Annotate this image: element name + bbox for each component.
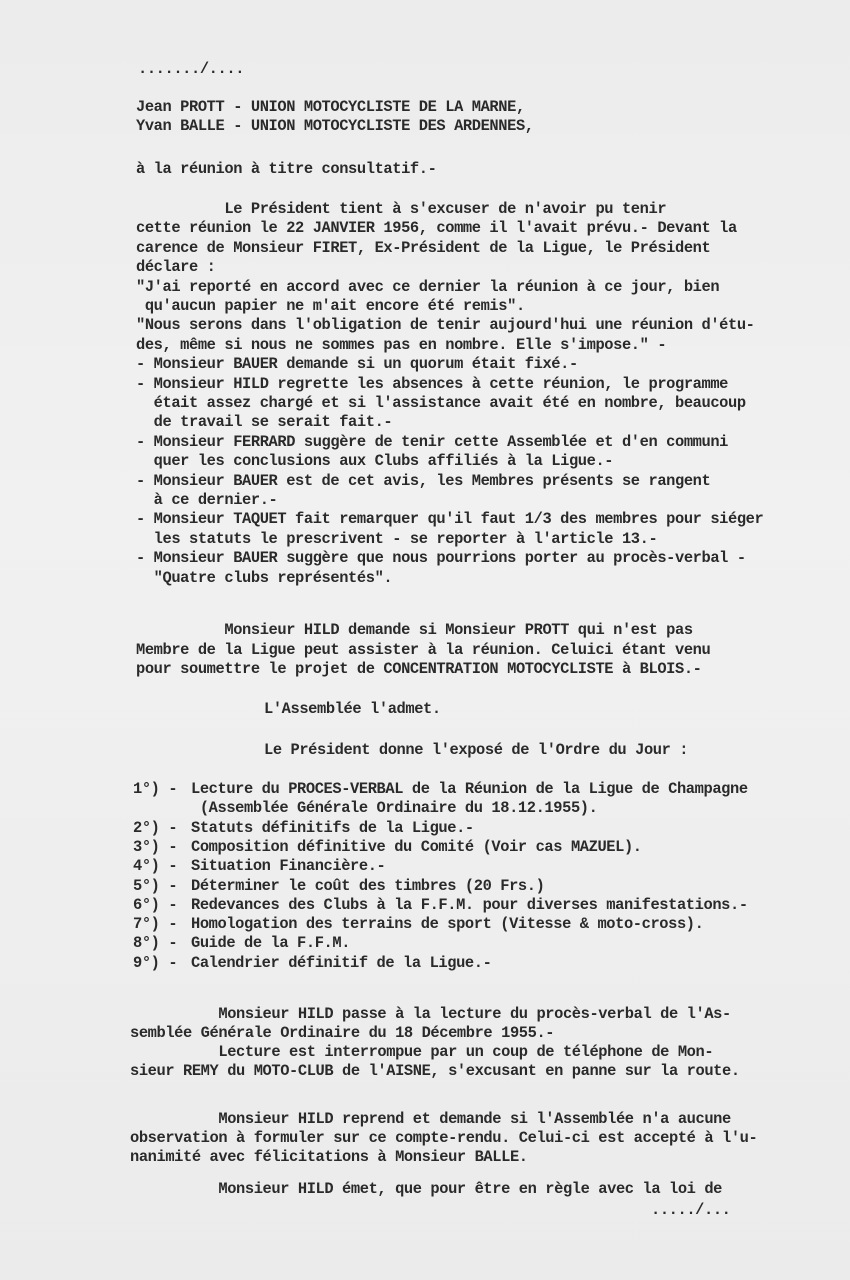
- attendee-line: Yvan BALLE - UNION MOTOCYCLISTE DES ARDENNES,: [136, 117, 534, 135]
- text-line: les statuts le prescrivent - se reporter à l'article 13.-: [136, 529, 658, 548]
- text-line: "J'ai reporté en accord avec ce dernier la réunion à ce jour, bien: [136, 277, 720, 296]
- text-line: des, même si nous ne sommes pas en nombre. Elle s'impose." -: [136, 335, 667, 354]
- text-line: - Monsieur HILD regrette les absences à cette réunion, le programme: [136, 374, 729, 393]
- agenda-number: 9°) -: [133, 953, 178, 972]
- assembly-admits: L'Assemblée l'admet.: [264, 700, 441, 718]
- text-line: Le Président tient à s'excuser de n'avoir pu tenir: [136, 200, 667, 218]
- agenda-number: 8°) -: [133, 934, 178, 953]
- agenda-item: [133, 877, 544, 895]
- agenda-item: [133, 954, 491, 972]
- attendee-line: Jean PROTT - UNION MOTOCYCLISTE DE LA MARNE,: [136, 98, 525, 116]
- agenda-text: Situation Financière.-: [191, 857, 386, 876]
- agenda-text: Composition définitive du Comité (Voir cas MAZUEL).: [191, 837, 642, 856]
- text-line: nanimité avec félicitations à Monsieur BALLE.: [130, 1148, 528, 1166]
- agenda-text: Calendrier définitif de la Ligue.-: [191, 953, 492, 972]
- text-line: était assez chargé et si l'assistance avait été en nombre, beaucoup: [136, 394, 746, 412]
- agenda-text: Déterminer le coût des timbres (20 Frs.): [191, 876, 545, 895]
- text-line: "Nous serons dans l'obligation de tenir aujourd'hui une réunion d'étu-: [136, 316, 755, 335]
- consultative-line: à la réunion à titre consultatif.-: [136, 160, 437, 178]
- agenda-text: (Assemblée Générale Ordinaire du 18.12.1955).: [191, 799, 598, 818]
- text-line: observation à formuler sur ce compte-rendu. Celui-ci est accepté à l'u-: [130, 1129, 758, 1147]
- agenda-text: Statuts définitifs de la Ligue.-: [191, 818, 474, 837]
- agenda-text: Redevances des Clubs à la F.F.M. pour diverses manifestations.-: [191, 895, 748, 914]
- text-line: - Monsieur BAUER demande si un quorum était fixé.-: [136, 355, 578, 374]
- continuation-marker-top: ......./....: [138, 60, 245, 78]
- agenda-number: 6°) -: [133, 895, 178, 914]
- text-line: Membre de la Ligue peut assister à la réunion. Celuici étant venu: [136, 640, 711, 659]
- agenda-number: 1°) -: [133, 780, 178, 798]
- text-line: qu'aucun papier ne m'ait encore été remis".: [136, 297, 525, 315]
- agenda-item: [133, 896, 748, 914]
- text-line: à ce dernier.-: [136, 491, 278, 509]
- text-line: pour soumettre le projet de CONCENTRATION MOTOCYCLISTE à BLOIS.-: [136, 660, 702, 678]
- agenda-item: [133, 799, 597, 817]
- agenda-text: Guide de la F.F.M.: [191, 934, 351, 953]
- agenda-item: [133, 857, 385, 875]
- text-line: quer les conclusions aux Clubs affiliés à la Ligue.-: [136, 452, 614, 471]
- text-line: Lecture est interrompue par un coup de téléphone de Mon-: [130, 1043, 714, 1061]
- agenda-item: [133, 934, 350, 952]
- text-line: cette réunion le 22 JANVIER 1956, comme il l'avait prévu.- Devant la: [136, 219, 737, 238]
- agenda-number: 7°) -: [133, 915, 178, 934]
- agenda-number: 3°) -: [133, 837, 178, 856]
- text-line: "Quatre clubs représentés".: [136, 568, 393, 587]
- agenda-item: [133, 780, 748, 798]
- agenda-number: 2°) -: [133, 818, 178, 837]
- text-line: de travail se serait fait.-: [136, 413, 393, 432]
- text-line: Monsieur HILD reprend et demande si l'Assemblée n'a aucune: [130, 1110, 731, 1128]
- agenda-item: [133, 819, 474, 837]
- text-line: - Monsieur FERRARD suggère de tenir cette Assemblée et d'en communi: [136, 432, 729, 451]
- text-line: carence de Monsieur FIRET, Ex-Président de la Ligue, le Président: [136, 238, 711, 257]
- text-line: - Monsieur BAUER est de cet avis, les Membres présents se rangent: [136, 471, 711, 490]
- agenda-number: 5°) -: [133, 876, 178, 895]
- paragraph-closing: Monsieur HILD émet, que pour être en règle avec la loi de: [130, 1180, 723, 1198]
- continuation-marker-bottom: ...../...: [651, 1201, 731, 1219]
- agenda-item: [133, 915, 703, 933]
- agenda-number: 4°) -: [133, 857, 178, 876]
- text-line: semblée Générale Ordinaire du 18 Décembre 1955.-: [130, 1024, 555, 1042]
- text-line: Monsieur HILD passe à la lecture du procès-verbal de l'As-: [130, 1005, 731, 1023]
- agenda-item: [133, 838, 642, 856]
- text-line: Monsieur HILD demande si Monsieur PROTT qui n'est pas: [136, 621, 693, 639]
- agenda-text: Homologation des terrains de sport (Vitesse & moto-cross).: [191, 915, 704, 934]
- text-line: déclare :: [136, 258, 216, 277]
- text-line: - Monsieur BAUER suggère que nous pourrions porter au procès-verbal -: [136, 549, 746, 568]
- agenda-intro: Le Président donne l'exposé de l'Ordre du Jour :: [264, 741, 689, 759]
- text-line: - Monsieur TAQUET fait remarquer qu'il faut 1/3 des membres pour siéger: [136, 510, 764, 529]
- agenda-text: Lecture du PROCES-VERBAL de la Réunion de la Ligue de Champagne: [191, 780, 748, 798]
- text-line: sieur REMY du MOTO-CLUB de l'AISNE, s'excusant en panne sur la route.: [130, 1062, 740, 1080]
